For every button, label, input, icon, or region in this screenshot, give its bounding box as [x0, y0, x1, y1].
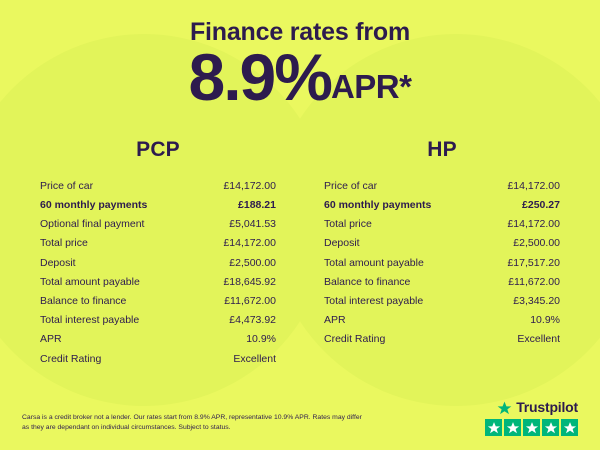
row-value: Excellent: [517, 333, 560, 346]
finance-columns: [0, 138, 600, 368]
row-label: 60 monthly payments: [324, 199, 432, 212]
row-label: Balance to finance: [324, 275, 411, 288]
row-label: Total amount payable: [40, 275, 140, 288]
row-label: Total price: [324, 218, 372, 231]
table-row: [40, 195, 276, 214]
table-row: [40, 311, 276, 330]
row-label: Optional final payment: [40, 218, 145, 231]
star-icon: [504, 419, 521, 436]
star-icon: [523, 419, 540, 436]
column-title-hp: HP: [427, 138, 457, 162]
row-value: £14,172.00: [507, 218, 560, 231]
star-icon: [542, 419, 559, 436]
table-row: [324, 234, 560, 253]
row-label: APR: [324, 314, 346, 327]
row-value: £17,517.20: [507, 256, 560, 269]
rate-display: [0, 40, 600, 114]
table-row: [40, 330, 276, 349]
finance-column-hp: [300, 138, 600, 368]
table-row: [324, 176, 560, 195]
table-row: [40, 253, 276, 272]
trustpilot-wordmark: [485, 399, 578, 415]
table-row: [324, 195, 560, 214]
row-label: Total amount payable: [324, 256, 424, 269]
rate-suffix: APR*: [330, 68, 412, 105]
table-row: [40, 215, 276, 234]
table-row: [324, 330, 560, 349]
table-row: [40, 291, 276, 310]
trustpilot-star-icon: [497, 401, 512, 416]
row-value: £14,172.00: [223, 237, 276, 250]
row-label: Credit Rating: [40, 352, 102, 365]
table-row: [40, 234, 276, 253]
row-label: Price of car: [40, 179, 94, 192]
row-value: £5,041.53: [229, 218, 276, 231]
row-value: £3,345.20: [513, 295, 560, 308]
row-value: 10.9%: [246, 333, 276, 346]
row-label: 60 monthly payments: [40, 199, 148, 212]
row-label: Total interest payable: [324, 295, 424, 308]
row-label: Balance to finance: [40, 295, 127, 308]
disclaimer-text: Carsa is a credit broker not a lender. Our rates start from 8.9% APR, representative 10.9% APR. Rates may differ as they are dependant on individual circumstances. Subject to status.: [22, 413, 362, 432]
table-row: [324, 311, 560, 330]
row-label: Deposit: [40, 256, 76, 269]
row-value: £250.27: [522, 199, 560, 212]
table-row: [40, 349, 276, 368]
trustpilot-rating[interactable]: [485, 399, 578, 436]
row-value: £2,500.00: [513, 237, 560, 250]
row-value: £188.21: [238, 199, 276, 212]
row-value: Excellent: [233, 352, 276, 365]
row-value: £14,172.00: [507, 179, 560, 192]
row-label: Credit Rating: [324, 333, 386, 346]
row-value: £11,672.00: [508, 275, 560, 288]
row-label: Total interest payable: [40, 314, 140, 327]
star-icon: [561, 419, 578, 436]
row-value: £18,645.92: [223, 275, 276, 288]
star-icon: [485, 419, 502, 436]
row-label: APR: [40, 333, 62, 346]
rate-value: 8.9%: [188, 40, 331, 114]
row-label: Total price: [40, 237, 88, 250]
finance-column-pcp: [0, 138, 300, 368]
column-title-pcp: PCP: [136, 138, 180, 162]
row-value: £2,500.00: [229, 256, 276, 269]
table-row: [40, 176, 276, 195]
table-row: [324, 272, 560, 291]
card-footer: [0, 388, 600, 450]
table-row: [324, 291, 560, 310]
row-label: Price of car: [324, 179, 378, 192]
row-label: Deposit: [324, 237, 360, 250]
headline: Finance rates from: [189, 18, 411, 46]
row-value: £11,672.00: [224, 295, 276, 308]
row-value: £4,473.92: [229, 314, 276, 327]
row-value: £14,172.00: [223, 179, 276, 192]
table-row: [324, 253, 560, 272]
table-row: [324, 215, 560, 234]
trustpilot-stars: [485, 419, 578, 436]
trustpilot-name: Trustpilot: [516, 399, 578, 415]
row-value: 10.9%: [530, 314, 560, 327]
table-row: [40, 272, 276, 291]
